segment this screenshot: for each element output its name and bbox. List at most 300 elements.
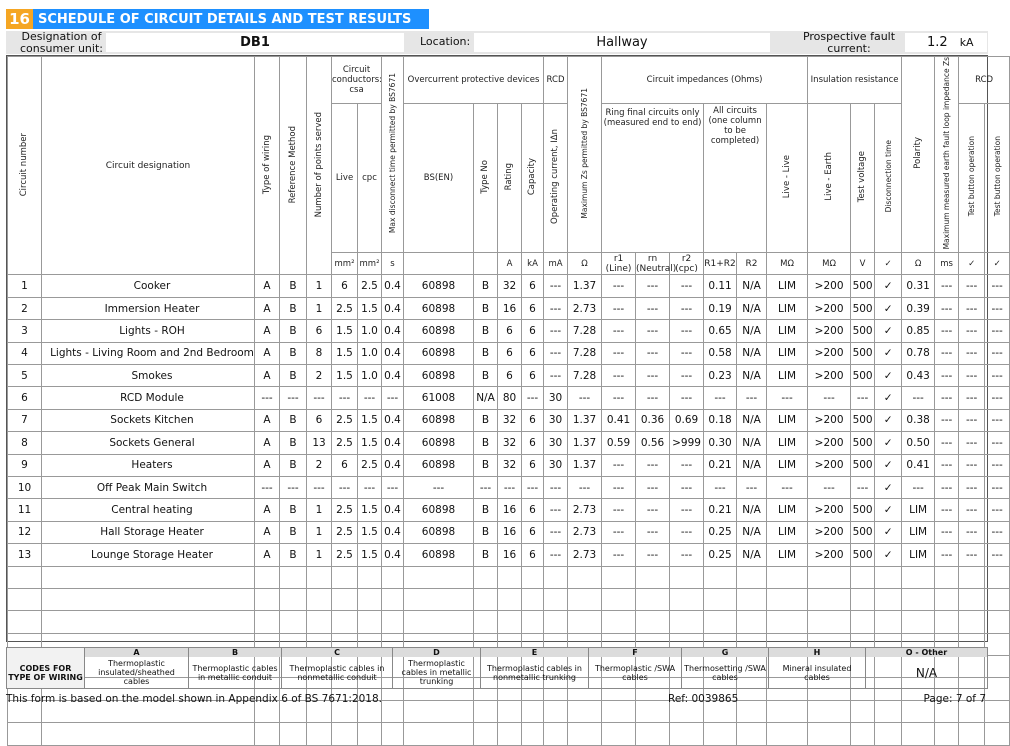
- live-csa-cell[interactable]: [332, 611, 358, 633]
- live-csa-cell[interactable]: 2.5: [332, 521, 358, 543]
- points-served-cell[interactable]: 13: [307, 432, 332, 454]
- circuit-designation-cell[interactable]: Lights - ROH: [42, 320, 255, 342]
- test-voltage-cell[interactable]: 500: [851, 297, 875, 319]
- rn-cell[interactable]: ---: [636, 275, 670, 297]
- rcd-test-button-cell[interactable]: [959, 566, 985, 588]
- capacity-cell[interactable]: 6: [522, 454, 544, 476]
- disconnection-time-cell[interactable]: [935, 566, 959, 588]
- capacity-cell[interactable]: 6: [522, 297, 544, 319]
- max-zs-cell[interactable]: [568, 723, 602, 745]
- cpc-csa-cell[interactable]: 1.0: [358, 320, 382, 342]
- live-earth-cell[interactable]: >200: [808, 544, 851, 566]
- type-of-wiring-cell[interactable]: A: [255, 297, 280, 319]
- max-zs-cell[interactable]: 1.37: [568, 409, 602, 431]
- live-csa-cell[interactable]: 6: [332, 454, 358, 476]
- live-live-cell[interactable]: LIM: [767, 364, 808, 386]
- points-served-cell[interactable]: [307, 588, 332, 610]
- R2-cell[interactable]: ---: [737, 476, 767, 498]
- test-voltage-cell[interactable]: [851, 723, 875, 745]
- disconnection-time-cell[interactable]: ---: [935, 275, 959, 297]
- rcd-test-button-cell[interactable]: ---: [959, 320, 985, 342]
- bs-en-cell[interactable]: 60898: [404, 499, 474, 521]
- live-csa-cell[interactable]: 2.5: [332, 297, 358, 319]
- max-zs-cell[interactable]: 7.28: [568, 364, 602, 386]
- measured-zs-cell[interactable]: LIM: [902, 544, 935, 566]
- live-csa-cell[interactable]: [332, 723, 358, 745]
- circuit-number-cell[interactable]: [8, 611, 42, 633]
- bs-en-cell[interactable]: [404, 566, 474, 588]
- type-of-wiring-cell[interactable]: [255, 588, 280, 610]
- r2-cell[interactable]: ---: [670, 387, 704, 409]
- circuit-designation-cell[interactable]: RCD Module: [42, 387, 255, 409]
- measured-zs-cell[interactable]: 0.39: [902, 297, 935, 319]
- rating-cell[interactable]: 16: [498, 544, 522, 566]
- cpc-csa-cell[interactable]: 2.5: [358, 454, 382, 476]
- live-earth-cell[interactable]: >200: [808, 499, 851, 521]
- R2-cell[interactable]: N/A: [737, 409, 767, 431]
- reference-method-cell[interactable]: B: [280, 342, 307, 364]
- points-served-cell[interactable]: [307, 723, 332, 745]
- operating-current-cell[interactable]: ---: [544, 499, 568, 521]
- rating-cell[interactable]: [498, 588, 522, 610]
- polarity-cell[interactable]: [875, 723, 902, 745]
- circuit-number-cell[interactable]: [8, 566, 42, 588]
- cpc-csa-cell[interactable]: 1.0: [358, 342, 382, 364]
- rcd-test-button-cell[interactable]: ---: [959, 521, 985, 543]
- polarity-cell[interactable]: ✓: [875, 364, 902, 386]
- rcd-test-button-cell[interactable]: ---: [959, 499, 985, 521]
- bs-en-cell[interactable]: ---: [404, 476, 474, 498]
- max-disconnect-cell[interactable]: [382, 566, 404, 588]
- rn-cell[interactable]: ---: [636, 342, 670, 364]
- r1-r2-cell[interactable]: 0.19: [704, 297, 737, 319]
- afdd-test-button-cell[interactable]: ---: [985, 275, 1010, 297]
- reference-method-cell[interactable]: B: [280, 320, 307, 342]
- R2-cell[interactable]: ---: [737, 387, 767, 409]
- measured-zs-cell[interactable]: 0.38: [902, 409, 935, 431]
- capacity-cell[interactable]: [522, 611, 544, 633]
- max-disconnect-cell[interactable]: 0.4: [382, 521, 404, 543]
- r2-cell[interactable]: ---: [670, 297, 704, 319]
- bs-en-cell[interactable]: 60898: [404, 544, 474, 566]
- cpc-csa-cell[interactable]: 1.0: [358, 364, 382, 386]
- circuit-number-cell[interactable]: 12: [8, 521, 42, 543]
- cpc-csa-cell[interactable]: 1.5: [358, 544, 382, 566]
- max-disconnect-cell[interactable]: ---: [382, 387, 404, 409]
- test-voltage-cell[interactable]: 500: [851, 521, 875, 543]
- type-no-cell[interactable]: B: [474, 544, 498, 566]
- max-disconnect-cell[interactable]: [382, 611, 404, 633]
- bs-en-cell[interactable]: 60898: [404, 432, 474, 454]
- disconnection-time-cell[interactable]: [935, 611, 959, 633]
- operating-current-cell[interactable]: 30: [544, 432, 568, 454]
- type-no-cell[interactable]: B: [474, 275, 498, 297]
- r1-cell[interactable]: ---: [602, 544, 636, 566]
- bs-en-cell[interactable]: [404, 723, 474, 745]
- r1-cell[interactable]: ---: [602, 297, 636, 319]
- r1-cell[interactable]: 0.41: [602, 409, 636, 431]
- measured-zs-cell[interactable]: LIM: [902, 499, 935, 521]
- r2-cell[interactable]: ---: [670, 499, 704, 521]
- r2-cell[interactable]: 0.69: [670, 409, 704, 431]
- live-live-cell[interactable]: [767, 611, 808, 633]
- rn-cell[interactable]: ---: [636, 499, 670, 521]
- capacity-cell[interactable]: 6: [522, 499, 544, 521]
- bs-en-cell[interactable]: [404, 611, 474, 633]
- circuit-designation-cell[interactable]: Sockets General: [42, 432, 255, 454]
- rating-cell[interactable]: 16: [498, 499, 522, 521]
- rcd-test-button-cell[interactable]: ---: [959, 476, 985, 498]
- rn-cell[interactable]: ---: [636, 364, 670, 386]
- type-of-wiring-cell[interactable]: A: [255, 342, 280, 364]
- type-of-wiring-cell[interactable]: A: [255, 364, 280, 386]
- measured-zs-cell[interactable]: 0.31: [902, 275, 935, 297]
- max-zs-cell[interactable]: 1.37: [568, 454, 602, 476]
- type-of-wiring-cell[interactable]: A: [255, 320, 280, 342]
- bs-en-cell[interactable]: 61008: [404, 387, 474, 409]
- r1-cell[interactable]: [602, 611, 636, 633]
- cpc-csa-cell[interactable]: ---: [358, 387, 382, 409]
- type-of-wiring-cell[interactable]: A: [255, 432, 280, 454]
- r1-r2-cell[interactable]: 0.65: [704, 320, 737, 342]
- max-zs-cell[interactable]: 2.73: [568, 544, 602, 566]
- circuit-designation-cell[interactable]: Cooker: [42, 275, 255, 297]
- circuit-number-cell[interactable]: 3: [8, 320, 42, 342]
- rating-cell[interactable]: 80: [498, 387, 522, 409]
- r2-cell[interactable]: [670, 588, 704, 610]
- R2-cell[interactable]: [737, 566, 767, 588]
- r1-cell[interactable]: ---: [602, 499, 636, 521]
- rating-cell[interactable]: 32: [498, 409, 522, 431]
- bs-en-cell[interactable]: [404, 588, 474, 610]
- live-live-cell[interactable]: LIM: [767, 521, 808, 543]
- cpc-csa-cell[interactable]: ---: [358, 476, 382, 498]
- capacity-cell[interactable]: 6: [522, 364, 544, 386]
- type-no-cell[interactable]: B: [474, 320, 498, 342]
- R2-cell[interactable]: [737, 588, 767, 610]
- max-disconnect-cell[interactable]: [382, 588, 404, 610]
- rating-cell[interactable]: 16: [498, 297, 522, 319]
- r1-r2-cell[interactable]: ---: [704, 476, 737, 498]
- live-earth-cell[interactable]: [808, 723, 851, 745]
- type-of-wiring-cell[interactable]: A: [255, 454, 280, 476]
- live-live-cell[interactable]: LIM: [767, 297, 808, 319]
- live-csa-cell[interactable]: 1.5: [332, 364, 358, 386]
- operating-current-cell[interactable]: ---: [544, 521, 568, 543]
- operating-current-cell[interactable]: 30: [544, 454, 568, 476]
- operating-current-cell[interactable]: ---: [544, 297, 568, 319]
- rn-cell[interactable]: [636, 611, 670, 633]
- rating-cell[interactable]: [498, 723, 522, 745]
- operating-current-cell[interactable]: ---: [544, 364, 568, 386]
- live-csa-cell[interactable]: 2.5: [332, 409, 358, 431]
- r2-cell[interactable]: [670, 611, 704, 633]
- cpc-csa-cell[interactable]: [358, 588, 382, 610]
- points-served-cell[interactable]: 2: [307, 454, 332, 476]
- afdd-test-button-cell[interactable]: [985, 633, 1010, 655]
- r1-r2-cell[interactable]: [704, 588, 737, 610]
- test-voltage-cell[interactable]: ---: [851, 476, 875, 498]
- rating-cell[interactable]: 32: [498, 432, 522, 454]
- r1-r2-cell[interactable]: ---: [704, 387, 737, 409]
- cpc-csa-cell[interactable]: [358, 611, 382, 633]
- r1-r2-cell[interactable]: 0.58: [704, 342, 737, 364]
- live-csa-cell[interactable]: 1.5: [332, 342, 358, 364]
- points-served-cell[interactable]: 1: [307, 499, 332, 521]
- afdd-test-button-cell[interactable]: ---: [985, 387, 1010, 409]
- r1-r2-cell[interactable]: [704, 611, 737, 633]
- circuit-number-cell[interactable]: 5: [8, 364, 42, 386]
- reference-method-cell[interactable]: ---: [280, 476, 307, 498]
- r1-r2-cell[interactable]: [704, 566, 737, 588]
- r1-r2-cell[interactable]: 0.30: [704, 432, 737, 454]
- test-voltage-cell[interactable]: 500: [851, 432, 875, 454]
- circuit-designation-cell[interactable]: Central heating: [42, 499, 255, 521]
- R2-cell[interactable]: N/A: [737, 275, 767, 297]
- disconnection-time-cell[interactable]: ---: [935, 432, 959, 454]
- points-served-cell[interactable]: [307, 611, 332, 633]
- live-live-cell[interactable]: LIM: [767, 454, 808, 476]
- max-zs-cell[interactable]: 2.73: [568, 521, 602, 543]
- reference-method-cell[interactable]: [280, 588, 307, 610]
- operating-current-cell[interactable]: 30: [544, 387, 568, 409]
- capacity-cell[interactable]: 6: [522, 521, 544, 543]
- type-no-cell[interactable]: B: [474, 454, 498, 476]
- r1-r2-cell[interactable]: 0.23: [704, 364, 737, 386]
- capacity-cell[interactable]: [522, 588, 544, 610]
- capacity-cell[interactable]: 6: [522, 342, 544, 364]
- polarity-cell[interactable]: ✓: [875, 432, 902, 454]
- type-no-cell[interactable]: [474, 566, 498, 588]
- rcd-test-button-cell[interactable]: ---: [959, 342, 985, 364]
- operating-current-cell[interactable]: ---: [544, 275, 568, 297]
- other-code-field[interactable]: N/A: [915, 665, 938, 680]
- live-live-cell[interactable]: LIM: [767, 342, 808, 364]
- afdd-test-button-cell[interactable]: [985, 700, 1010, 722]
- disconnection-time-cell[interactable]: ---: [935, 544, 959, 566]
- points-served-cell[interactable]: 6: [307, 320, 332, 342]
- measured-zs-cell[interactable]: [902, 611, 935, 633]
- circuit-number-cell[interactable]: 2: [8, 297, 42, 319]
- circuit-number-cell[interactable]: 8: [8, 432, 42, 454]
- live-earth-cell[interactable]: >200: [808, 320, 851, 342]
- reference-method-cell[interactable]: B: [280, 409, 307, 431]
- type-no-cell[interactable]: [474, 723, 498, 745]
- R2-cell[interactable]: N/A: [737, 521, 767, 543]
- r1-cell[interactable]: [602, 723, 636, 745]
- rcd-test-button-cell[interactable]: ---: [959, 364, 985, 386]
- cpc-csa-cell[interactable]: 1.5: [358, 432, 382, 454]
- circuit-number-cell[interactable]: [8, 723, 42, 745]
- polarity-cell[interactable]: ✓: [875, 476, 902, 498]
- rn-cell[interactable]: ---: [636, 521, 670, 543]
- live-csa-cell[interactable]: [332, 566, 358, 588]
- r2-cell[interactable]: ---: [670, 364, 704, 386]
- r1-r2-cell[interactable]: 0.18: [704, 409, 737, 431]
- disconnection-time-cell[interactable]: ---: [935, 521, 959, 543]
- r1-cell[interactable]: ---: [602, 364, 636, 386]
- circuit-number-cell[interactable]: 11: [8, 499, 42, 521]
- reference-method-cell[interactable]: B: [280, 297, 307, 319]
- operating-current-cell[interactable]: ---: [544, 342, 568, 364]
- circuit-designation-cell[interactable]: [42, 566, 255, 588]
- type-of-wiring-cell[interactable]: A: [255, 544, 280, 566]
- circuit-designation-cell[interactable]: Lights - Living Room and 2nd Bedroom: [42, 342, 255, 364]
- r2-cell[interactable]: ---: [670, 342, 704, 364]
- max-zs-cell[interactable]: [568, 566, 602, 588]
- test-voltage-cell[interactable]: [851, 611, 875, 633]
- measured-zs-cell[interactable]: [902, 723, 935, 745]
- r1-r2-cell[interactable]: 0.25: [704, 521, 737, 543]
- circuit-designation-cell[interactable]: Lounge Storage Heater: [42, 544, 255, 566]
- live-live-cell[interactable]: LIM: [767, 275, 808, 297]
- circuit-number-cell[interactable]: 6: [8, 387, 42, 409]
- max-disconnect-cell[interactable]: 0.4: [382, 342, 404, 364]
- max-disconnect-cell[interactable]: 0.4: [382, 544, 404, 566]
- points-served-cell[interactable]: ---: [307, 387, 332, 409]
- max-disconnect-cell[interactable]: ---: [382, 476, 404, 498]
- r1-r2-cell[interactable]: 0.25: [704, 544, 737, 566]
- test-voltage-cell[interactable]: 500: [851, 320, 875, 342]
- live-earth-cell[interactable]: >200: [808, 454, 851, 476]
- max-zs-cell[interactable]: 1.37: [568, 432, 602, 454]
- r2-cell[interactable]: ---: [670, 544, 704, 566]
- polarity-cell[interactable]: ✓: [875, 544, 902, 566]
- rcd-test-button-cell[interactable]: [959, 723, 985, 745]
- reference-method-cell[interactable]: B: [280, 521, 307, 543]
- reference-method-cell[interactable]: B: [280, 454, 307, 476]
- afdd-test-button-cell[interactable]: ---: [985, 364, 1010, 386]
- rating-cell[interactable]: ---: [498, 476, 522, 498]
- operating-current-cell[interactable]: [544, 566, 568, 588]
- r1-cell[interactable]: ---: [602, 275, 636, 297]
- reference-method-cell[interactable]: ---: [280, 387, 307, 409]
- cpc-csa-cell[interactable]: [358, 566, 382, 588]
- test-voltage-cell[interactable]: ---: [851, 387, 875, 409]
- capacity-cell[interactable]: ---: [522, 476, 544, 498]
- rcd-test-button-cell[interactable]: [959, 588, 985, 610]
- live-earth-cell[interactable]: >200: [808, 409, 851, 431]
- r1-cell[interactable]: ---: [602, 521, 636, 543]
- operating-current-cell[interactable]: [544, 611, 568, 633]
- type-of-wiring-cell[interactable]: [255, 611, 280, 633]
- rn-cell[interactable]: ---: [636, 320, 670, 342]
- max-zs-cell[interactable]: 7.28: [568, 342, 602, 364]
- polarity-cell[interactable]: [875, 588, 902, 610]
- measured-zs-cell[interactable]: 0.85: [902, 320, 935, 342]
- capacity-cell[interactable]: [522, 723, 544, 745]
- r1-r2-cell[interactable]: 0.21: [704, 454, 737, 476]
- type-of-wiring-cell[interactable]: A: [255, 409, 280, 431]
- live-earth-cell[interactable]: >200: [808, 275, 851, 297]
- r1-r2-cell[interactable]: 0.21: [704, 499, 737, 521]
- test-voltage-cell[interactable]: 500: [851, 544, 875, 566]
- rating-cell[interactable]: 6: [498, 364, 522, 386]
- max-zs-cell[interactable]: 7.28: [568, 320, 602, 342]
- test-voltage-cell[interactable]: 500: [851, 275, 875, 297]
- points-served-cell[interactable]: 1: [307, 297, 332, 319]
- r2-cell[interactable]: ---: [670, 521, 704, 543]
- points-served-cell[interactable]: 8: [307, 342, 332, 364]
- type-of-wiring-cell[interactable]: [255, 723, 280, 745]
- points-served-cell[interactable]: 6: [307, 409, 332, 431]
- r1-cell[interactable]: [602, 588, 636, 610]
- rcd-test-button-cell[interactable]: ---: [959, 297, 985, 319]
- rn-cell[interactable]: ---: [636, 387, 670, 409]
- operating-current-cell[interactable]: ---: [544, 320, 568, 342]
- type-no-cell[interactable]: [474, 611, 498, 633]
- operating-current-cell[interactable]: [544, 588, 568, 610]
- afdd-test-button-cell[interactable]: ---: [985, 297, 1010, 319]
- live-csa-cell[interactable]: 2.5: [332, 432, 358, 454]
- r2-cell[interactable]: ---: [670, 454, 704, 476]
- disconnection-time-cell[interactable]: [935, 588, 959, 610]
- afdd-test-button-cell[interactable]: [985, 723, 1010, 745]
- points-served-cell[interactable]: [307, 566, 332, 588]
- bs-en-cell[interactable]: 60898: [404, 320, 474, 342]
- polarity-cell[interactable]: ✓: [875, 275, 902, 297]
- live-csa-cell[interactable]: ---: [332, 476, 358, 498]
- R2-cell[interactable]: [737, 611, 767, 633]
- test-voltage-cell[interactable]: [851, 588, 875, 610]
- live-earth-cell[interactable]: [808, 566, 851, 588]
- afdd-test-button-cell[interactable]: ---: [985, 544, 1010, 566]
- live-live-cell[interactable]: [767, 723, 808, 745]
- rcd-test-button-cell[interactable]: ---: [959, 454, 985, 476]
- measured-zs-cell[interactable]: ---: [902, 387, 935, 409]
- capacity-cell[interactable]: 6: [522, 409, 544, 431]
- rn-cell[interactable]: [636, 566, 670, 588]
- reference-method-cell[interactable]: [280, 723, 307, 745]
- r1-cell[interactable]: 0.59: [602, 432, 636, 454]
- cpc-csa-cell[interactable]: 1.5: [358, 499, 382, 521]
- afdd-test-button-cell[interactable]: ---: [985, 432, 1010, 454]
- max-zs-cell[interactable]: 2.73: [568, 297, 602, 319]
- disconnection-time-cell[interactable]: ---: [935, 364, 959, 386]
- live-earth-cell[interactable]: [808, 588, 851, 610]
- live-live-cell[interactable]: ---: [767, 476, 808, 498]
- measured-zs-cell[interactable]: [902, 566, 935, 588]
- bs-en-cell[interactable]: 60898: [404, 364, 474, 386]
- type-no-cell[interactable]: B: [474, 521, 498, 543]
- bs-en-cell[interactable]: 60898: [404, 521, 474, 543]
- r2-cell[interactable]: ---: [670, 476, 704, 498]
- points-served-cell[interactable]: 2: [307, 364, 332, 386]
- live-csa-cell[interactable]: ---: [332, 387, 358, 409]
- r1-cell[interactable]: [602, 566, 636, 588]
- cpc-csa-cell[interactable]: 1.5: [358, 521, 382, 543]
- cpc-csa-cell[interactable]: [358, 723, 382, 745]
- rating-cell[interactable]: [498, 566, 522, 588]
- points-served-cell[interactable]: 1: [307, 275, 332, 297]
- type-no-cell[interactable]: ---: [474, 476, 498, 498]
- circuit-designation-cell[interactable]: Heaters: [42, 454, 255, 476]
- points-served-cell[interactable]: 1: [307, 521, 332, 543]
- cpc-csa-cell[interactable]: 1.5: [358, 409, 382, 431]
- R2-cell[interactable]: N/A: [737, 320, 767, 342]
- rn-cell[interactable]: ---: [636, 476, 670, 498]
- R2-cell[interactable]: N/A: [737, 454, 767, 476]
- R2-cell[interactable]: N/A: [737, 342, 767, 364]
- circuit-designation-cell[interactable]: Smokes: [42, 364, 255, 386]
- live-live-cell[interactable]: LIM: [767, 499, 808, 521]
- max-disconnect-cell[interactable]: [382, 723, 404, 745]
- bs-en-cell[interactable]: 60898: [404, 275, 474, 297]
- R2-cell[interactable]: [737, 723, 767, 745]
- type-no-cell[interactable]: B: [474, 409, 498, 431]
- rcd-test-button-cell[interactable]: ---: [959, 387, 985, 409]
- rn-cell[interactable]: ---: [636, 544, 670, 566]
